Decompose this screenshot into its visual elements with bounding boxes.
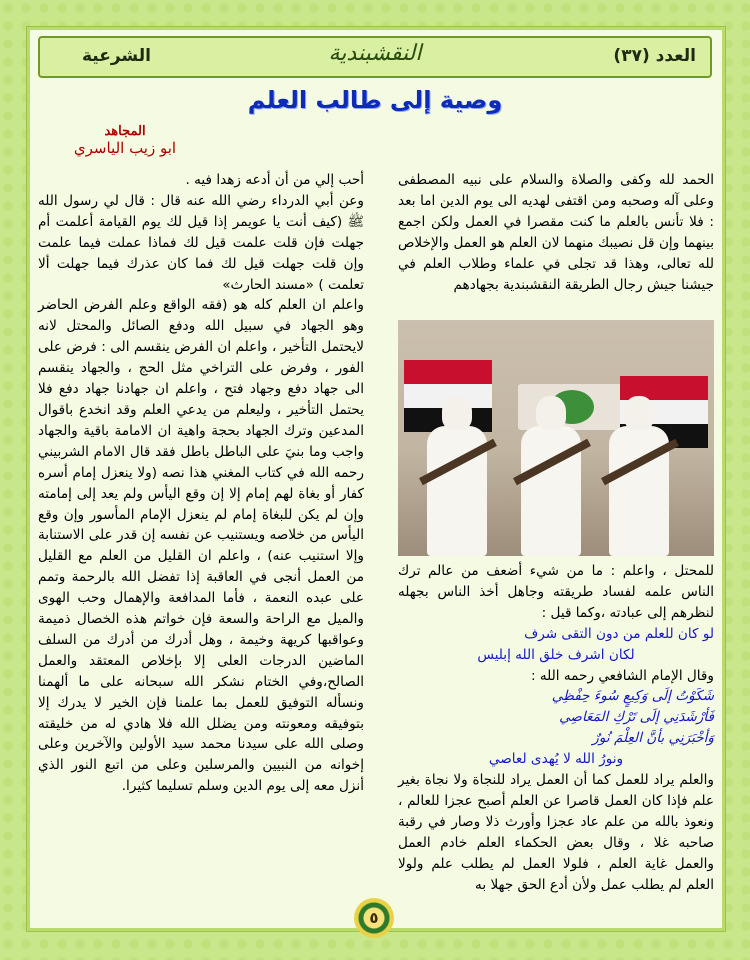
article-title: وصية إلى طالب العلم — [247, 86, 503, 114]
paragraph: والعلم يراد للعمل كما أن العمل يراد للنجاة ولا نجاة بغير علم فإذا كان العمل قاصرا عن العلم أصبح عجزا للعالم ، ونعوذ بالله من علم عاد عجزا وأورث ذلا وصار في رقبة صاحبه غلا ، وقال بعض الحكماء العلم خادم العمل والعمل غاية العلم ، فلولا العمل لم يطلب علم ولولا العلم لم يطلب عمل ولأن أدع الحق جهلا به — [398, 772, 714, 893]
left-column — [38, 170, 364, 797]
paragraph: وعن أبي الدرداء رضي الله عنه قال : قال لي رسول الله ﷺ (كيف أنت يا عويمر إذا قيل لك يوم القيامة أعلمت أم جهلت فإن قلت علمت قيل لك فماذا عملت فيما علمت وإن قلت جهلت قيل لك فما كان عذرك فيما جهلت ألا تعلمت ) «مسند الحارث» — [38, 192, 364, 293]
poem-line: فَأرْشَدَنِي إلَى تَرْكِ المَعَاصِي — [559, 709, 714, 726]
page-header — [38, 36, 712, 78]
author-role: المجاهد — [104, 124, 146, 139]
figure-2 — [516, 396, 586, 556]
magazine-name: النقشبندية — [328, 41, 422, 66]
intro-paragraph: الحمد لله وكفى والصلاة والسلام على نبيه المصطفى وعلى آله وصحبه ومن اقتفى لهديه الى يوم الدين اما بعد : فلا تأنس بالعلم ما كنت مقصرا في العمل ولكن اجمع بينهما وإن قل نصيبك منهما لان العلم هو العمل والإخلاص لله تعالى، وهذا قد تجلى في علماء وطلاب العلم في جيشنا جيش رجال الطريقة النقشبندية بجهادهم — [398, 172, 714, 293]
figure-3 — [604, 396, 674, 556]
paragraph: للمحتل ، واعلم : ما من شيء أضعف من عالم ترك الناس علمه لفساد طريقته وجاهل أخذ الناس بجهله لنظرهم إلى عبادته ،وكما قيل : — [398, 563, 714, 621]
author-name: ابو زيب الياسري — [73, 139, 177, 157]
section-name: الشرعية — [82, 46, 151, 66]
poem-line: شَكَوْتُ إلَى وَكِيعٍ سُوءَ حِفْظِي — [551, 688, 714, 705]
poem-line: ونورُ الله لا يُهدى لعاصي — [488, 751, 624, 768]
right-column-bottom — [398, 561, 714, 896]
paragraph: وقال الإمام الشافعي رحمه الله : — [530, 667, 714, 684]
right-column-top — [398, 170, 714, 295]
poem-line: وَأخْبَرَنِي بأنَّ العِلْمَ نُورٌ — [592, 730, 714, 747]
paragraph: أحب إلي من أن أدعه زهدا فيه . — [185, 172, 364, 188]
issue-number: العدد (٣٧) — [613, 46, 696, 66]
author-block — [70, 124, 180, 157]
paragraph: واعلم ان العلم كله هو (فقه الواقع وعلم الفرض الحاضر وهو الجهاد في سبيل الله ودفع الصائل والمحتل لانه لايحتمل التأخير ، واعلم ان الفرض ينقسم الى : فرض على الفور ، وفرض على التراخي مثل الحج ، والجهاد ينقسم الى جهاد دفع وجهاد فتح ، واعلم ان جهادنا جهاد دفع فلا يحتمل التأخير ، وليعلم من يدعي العلم وقد انخدع باقوال المدعين وترك الجهاد بحجة واهية ان الامامة باقية والجهاد واجب وما بنيَ على الباطل باطل فقد قال الامام الشربيني رحمه الله في كتاب المغني هذا نصه (ولا ينعزل إمام أسره كفار أو بغاة لهم إمام إلا إن وقع اليأس ولم يعد إلى إمامته وإن لم يكن للبغاة إمام لم ينعزل الإمام المأسور وإن وقع اليأس من خلاصه ويستنيب عن نفسه إن قدر على الاستنابة وإلا استنيب عنه) ، واعلم ان القليل من العلم مع القليل من العمل أنجى في العاقبة إذا تفضل الله بالرحمة وتمم على عبده النعمة ، فأما المدافعة والإهمال وحب الهوى والميل مع الراحة والسعة فإن خواتم هذه الخصال ذميمة وعواقبها كريهة وخيمة ، وهل أدرك من أدرك من السلف الماضين الدرجات العلى إلا بإخلاص المعتقد والعمل الصالح،وفي الختام نشكر الله سبحانه على ما ألهمنا ونسأله التوفيق للعمل بما علمنا فإن الخير لا يدرك إلا بتوفيقه ومعونته ومن يضلل الله فلا هادي له من خليقته وصلى الله على سيدنا محمد سيد الأولين والآخرين وعلى إخوانه من النبيين والمرسلين وعلى من اتبع النور الذي أنزل معه إلى يوم الدين وسلم تسليما كثيرا. — [38, 297, 364, 795]
page-number-badge: ٥ — [354, 898, 394, 938]
article-photo — [398, 320, 714, 556]
figure-1 — [422, 396, 492, 556]
poem-line: لو كان للعلم من دون التقى شرف — [524, 625, 714, 642]
poem-line: لكان اشرف خلق الله إبليس — [477, 646, 635, 663]
